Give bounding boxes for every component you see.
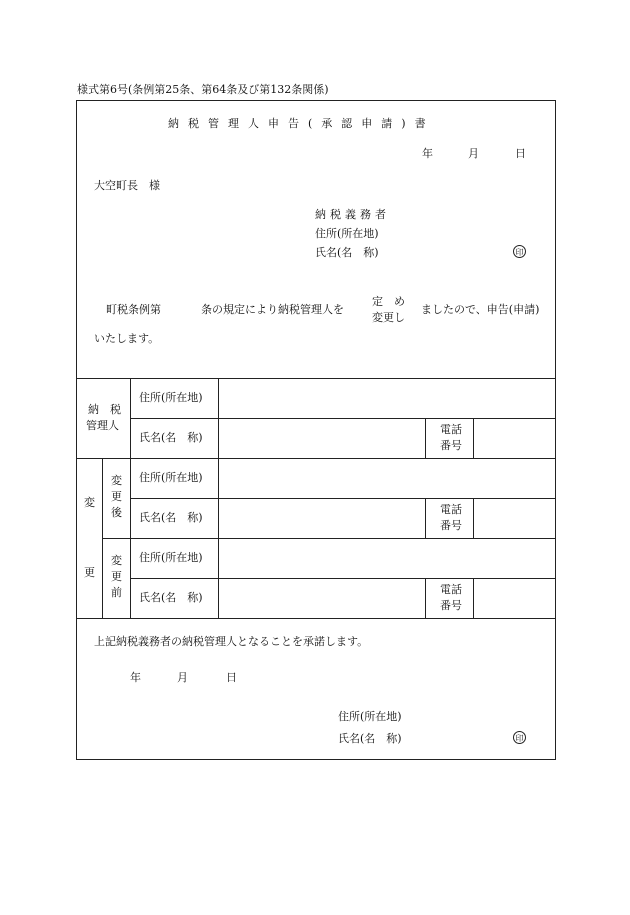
addressee: 大空町長 様 bbox=[94, 179, 160, 192]
column-rule bbox=[425, 418, 426, 458]
body-option-change: 変更し bbox=[372, 311, 405, 324]
body-option-define: 定 め bbox=[372, 295, 405, 308]
consent-day-label: 日 bbox=[226, 671, 237, 684]
after-label-1: 変 bbox=[111, 474, 122, 487]
form-title: 納税管理人申告(承認申請)書 bbox=[168, 117, 435, 130]
before-address-label: 住所(所在地) bbox=[139, 551, 203, 564]
taxpayer-address-label: 住所(所在地) bbox=[315, 227, 379, 240]
row-rule bbox=[76, 458, 556, 459]
row-rule bbox=[130, 418, 556, 419]
consent-text: 上記納税義務者の納税管理人となることを承諾します。 bbox=[94, 635, 369, 648]
column-rule bbox=[102, 458, 103, 618]
before-label-1: 変 bbox=[111, 554, 122, 567]
consent-year-label: 年 bbox=[130, 671, 141, 684]
seal-icon: 印 bbox=[513, 245, 526, 258]
after-label-2: 更 bbox=[111, 490, 122, 503]
date-month-label: 月 bbox=[468, 147, 479, 160]
taxpayer-name-label: 氏名(名 称) bbox=[315, 246, 379, 259]
before-name-label: 氏名(名 称) bbox=[139, 591, 203, 604]
manager-address-label: 住所(所在地) bbox=[139, 391, 203, 404]
date-day-label: 日 bbox=[515, 147, 526, 160]
column-rule bbox=[473, 418, 474, 458]
form-number: 様式第6号(条例第25条、第64条及び第132条関係) bbox=[77, 83, 329, 96]
body-suffix: ましたので、申告(申請) bbox=[421, 303, 540, 316]
column-rule bbox=[425, 578, 426, 618]
body-middle: 条の規定により納税管理人を bbox=[201, 303, 344, 316]
table-top-rule bbox=[76, 378, 556, 379]
date-year-label: 年 bbox=[422, 147, 433, 160]
manager-name-label: 氏名(名 称) bbox=[139, 431, 203, 444]
before-label-3: 前 bbox=[111, 586, 122, 599]
body-line2: いたします。 bbox=[94, 332, 160, 345]
row-rule bbox=[130, 498, 556, 499]
change-label-1: 変 bbox=[84, 496, 95, 509]
column-rule bbox=[473, 498, 474, 538]
body-prefix: 町税条例第 bbox=[106, 303, 161, 316]
consent-name-label: 氏名(名 称) bbox=[338, 732, 402, 745]
row-rule bbox=[130, 578, 556, 579]
taxpayer-heading: 納税義務者 bbox=[315, 208, 390, 221]
consent-month-label: 月 bbox=[177, 671, 188, 684]
manager-phone-label-1: 電話 bbox=[440, 423, 462, 436]
table-bottom-rule bbox=[76, 618, 556, 619]
after-label-3: 後 bbox=[111, 506, 122, 519]
column-rule bbox=[130, 378, 131, 618]
change-label-2: 更 bbox=[84, 566, 95, 579]
before-label-2: 更 bbox=[111, 570, 122, 583]
seal-icon: 印 bbox=[513, 731, 526, 744]
form-frame bbox=[76, 100, 556, 760]
consent-address-label: 住所(所在地) bbox=[338, 710, 402, 723]
column-rule bbox=[425, 498, 426, 538]
column-rule bbox=[473, 578, 474, 618]
after-name-label: 氏名(名 称) bbox=[139, 511, 203, 524]
manager-label-line2: 管理人 bbox=[86, 419, 119, 432]
after-phone-label-1: 電話 bbox=[440, 503, 462, 516]
row-rule bbox=[102, 538, 556, 539]
manager-label-line1: 納 税 bbox=[88, 403, 121, 416]
manager-phone-label-2: 番号 bbox=[440, 439, 462, 452]
before-phone-label-1: 電話 bbox=[440, 583, 462, 596]
after-phone-label-2: 番号 bbox=[440, 519, 462, 532]
column-rule bbox=[218, 378, 219, 618]
before-phone-label-2: 番号 bbox=[440, 599, 462, 612]
after-address-label: 住所(所在地) bbox=[139, 471, 203, 484]
